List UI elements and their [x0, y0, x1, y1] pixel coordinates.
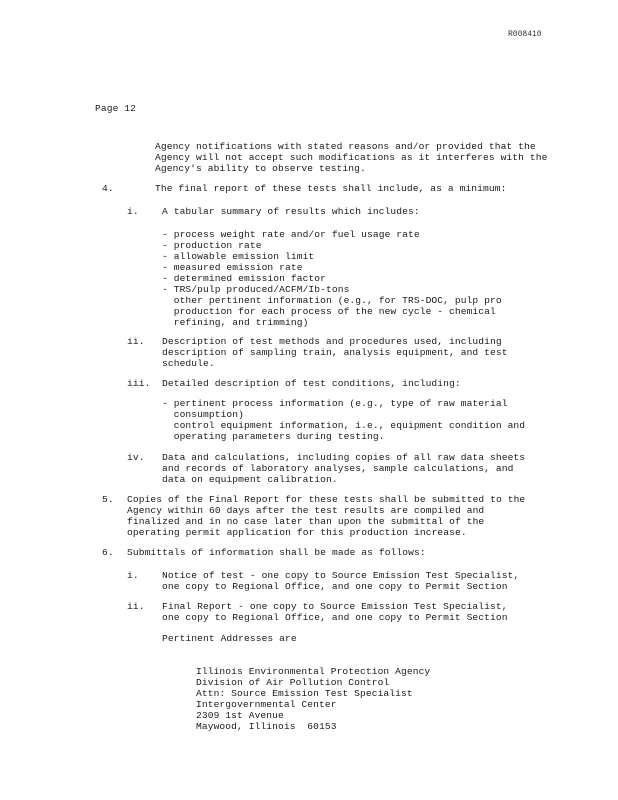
item-line: operating permit application for this production increase. — [127, 527, 467, 538]
bullet-line: other pertinent information (e.g., for TRS-DOC, pulp pro — [162, 295, 502, 306]
page-header: Page 12 — [95, 103, 137, 114]
intro-line: Agency will not accept such modifications as it interferes with the — [155, 152, 548, 163]
intro-line: Agency's ability to observe testing. — [155, 163, 366, 174]
subitem-number: ii. — [127, 601, 145, 612]
document-code: R008410 — [508, 30, 542, 39]
intro-line: Agency notifications with stated reasons and/or provided that the — [155, 141, 536, 152]
bullet-line: consumption) — [162, 409, 245, 420]
item-text: Submittals of information shall be made as follows: — [127, 547, 426, 558]
subitem-line: data on equipment calibration. — [162, 474, 338, 485]
subitem-line: and records of laboratory analyses, sample calculations, and — [162, 463, 514, 474]
item-number: 4. — [102, 183, 114, 194]
item-text: The final report of these tests shall include, as a minimum: — [155, 183, 507, 194]
address-line: Illinois Environmental Protection Agency — [196, 666, 431, 677]
address-line: 2309 1st Avenue — [196, 710, 284, 721]
bullet-line: production for each process of the new cycle - chemical — [162, 306, 496, 317]
bullet-line: - allowable emission limit — [162, 251, 315, 262]
subitem-line: Description of test methods and procedures used, including — [162, 336, 502, 347]
subitem-line: Final Report - one copy to Source Emission Test Specialist, — [162, 601, 508, 612]
address-line: Attn: Source Emission Test Specialist — [196, 688, 413, 699]
address-line: Division of Air Pollution Control — [196, 677, 390, 688]
subitem-line: Data and calculations, including copies of all raw data sheets — [162, 452, 526, 463]
subitem-line: schedule. — [162, 358, 215, 369]
item-number: 6. — [102, 547, 114, 558]
bullet-line: - measured emission rate — [162, 262, 303, 273]
bullet-line: - production rate — [162, 240, 262, 251]
subitem-line: description of sampling train, analysis equipment, and test — [162, 347, 508, 358]
subitem-number: i. — [127, 206, 139, 217]
item-number: 5. — [102, 494, 114, 505]
subitem-number: iv. — [127, 452, 145, 463]
subitem-number: iii. — [127, 378, 151, 389]
subitem-line: one copy to Regional Office, and one copy to Permit Section — [162, 581, 508, 592]
bullet-line: - determined emission factor — [162, 273, 327, 284]
bullet-line: - pertinent process information (e.g., type of raw material — [162, 398, 508, 409]
item-line: Copies of the Final Report for these tests shall be submitted to the — [127, 494, 526, 505]
bullet-line: - TRS/pulp produced/ACFM/Ib-tons — [162, 284, 350, 295]
subitem-text: A tabular summary of results which includes: — [162, 206, 420, 217]
address-line: Intergovernmental Center — [196, 699, 337, 710]
subitem-number: ii. — [127, 336, 145, 347]
subitem-line: Notice of test - one copy to Source Emission Test Specialist, — [162, 570, 520, 581]
addresses-label: Pertinent Addresses are — [162, 633, 297, 644]
bullet-line: control equipment information, i.e., equipment condition and — [162, 420, 526, 431]
item-line: Agency within 60 days after the test results are compiled and — [127, 505, 485, 516]
bullet-line: refining, and trimming) — [162, 317, 309, 328]
item-line: finalized and in no case later than upon the submittal of the — [127, 516, 485, 527]
address-line: Maywood, Illinois 60153 — [196, 721, 337, 732]
subitem-text: Detailed description of test conditions, including: — [162, 378, 461, 389]
subitem-number: i. — [127, 570, 139, 581]
bullet-line: operating parameters during testing. — [162, 431, 385, 442]
subitem-line: one copy to Regional Office, and one copy to Permit Section — [162, 612, 508, 623]
bullet-line: - process weight rate and/or fuel usage rate — [162, 229, 420, 240]
